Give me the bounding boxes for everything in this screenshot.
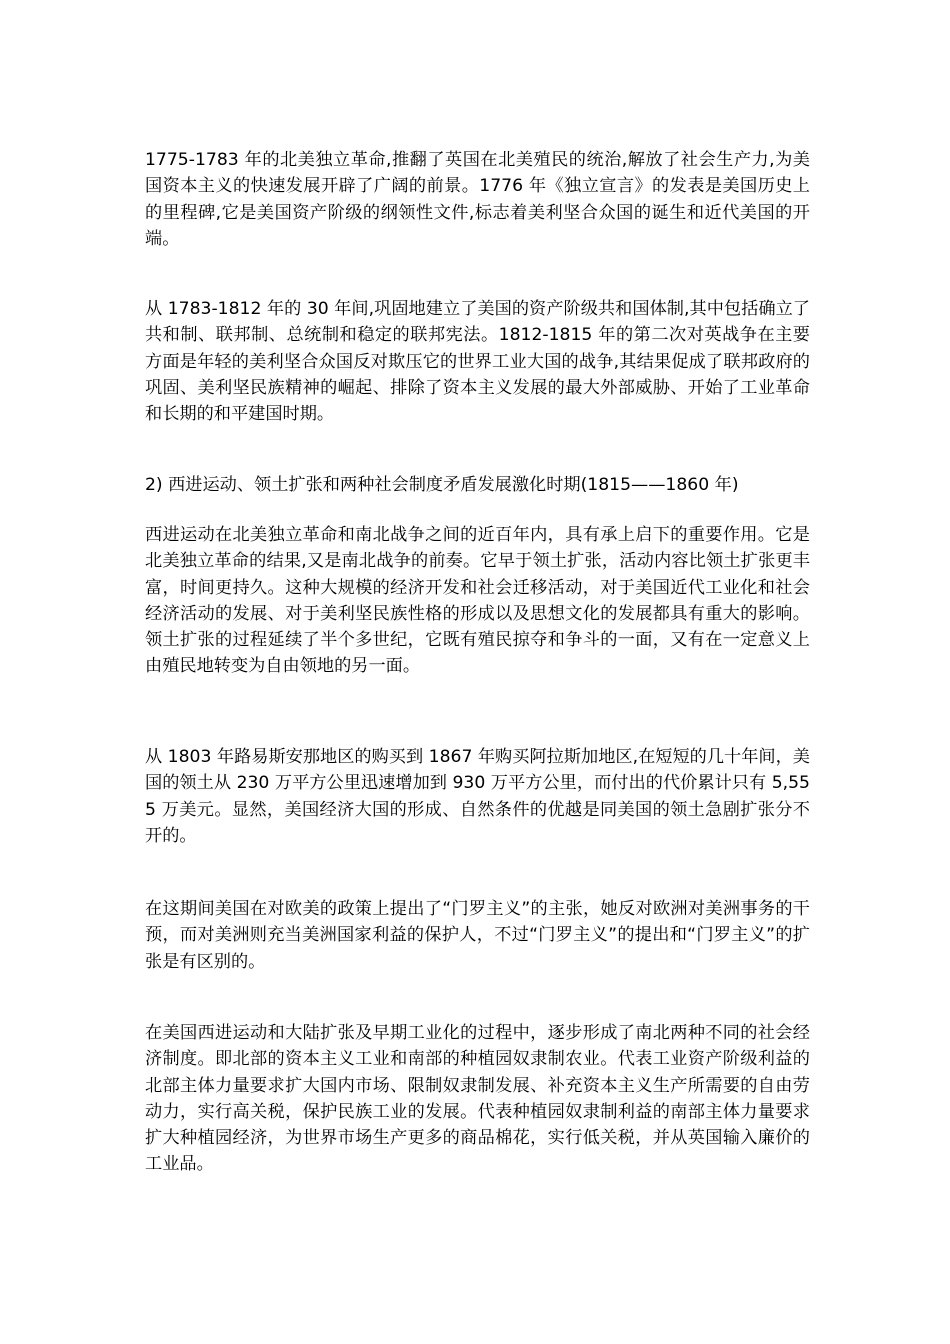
- paragraph-republic-consolidation: 从 1783-1812 年的 30 年间,巩固地建立了美国的资产阶级共和国体制,其中包括确立了共和制、联邦制、总统制和稳定的联邦宪法。1812-1815 年的第二次对英战争在主要方面是年轻的美利坚合众国反对欺压它的世界工业大国的战争,其结果促成了联邦政府的巩固、美利坚民族精神的崛起、排除了资本主义发展的最大外部威胁、开始了工业革命和长期的和平建国时期。: [145, 299, 810, 425]
- paragraph-independence-revolution: 1775-1783 年的北美独立革命,推翻了英国在北美殖民的统治,解放了社会生产力,为美国资本主义的快速发展开辟了广阔的前景。1776 年《独立宣言》的发表是美国历史上的里程碑,它是美国资产阶级的纲领性文件,标志着美利坚合众国的诞生和近代美国的开端。: [145, 150, 810, 249]
- section-heading-westward-expansion: 2) 西进运动、领土扩张和两种社会制度矛盾发展激化时期(1815——1860 年): [145, 475, 739, 495]
- paragraph-territorial-purchases: 从 1803 年路易斯安那地区的购买到 1867 年购买阿拉斯加地区,在短短的几十年间，美国的领土从 230 万平方公里迅速增加到 930 万平方公里，而付出的代价累计只有 5,555 万美元。显然，美国经济大国的形成、自然条件的优越是同美国的领土急剧扩张分不开的。: [145, 747, 810, 846]
- paragraph-north-south-systems: 在美国西进运动和大陆扩张及早期工业化的过程中，逐步形成了南北两种不同的社会经济制度。即北部的资本主义工业和南部的种植园奴隶制农业。代表工业资产阶级利益的北部主体力量要求扩大国内市场、限制奴隶制发展、补充资本主义生产所需要的自由劳动力，实行高关税，保护民族工业的发展。代表种植园奴隶制利益的南部主体力量要求扩大种植园经济，为世界市场生产更多的商品棉花，实行低关税，并从英国输入廉价的工业品。: [145, 1023, 810, 1175]
- paragraph-monroe-doctrine: 在这期间美国在对欧美的政策上提出了“门罗主义”的主张，她反对欧洲对美洲事务的干预，而对美洲则充当美洲国家利益的保护人，不过“门罗主义”的提出和“门罗主义”的扩张是有区别的。: [145, 899, 810, 972]
- paragraph-westward-movement: 西进运动在北美独立革命和南北战争之间的近百年内，具有承上启下的重要作用。它是北美独立革命的结果,又是南北战争的前奏。它早于领土扩张，活动内容比领土扩张更丰富，时间更持久。这种大规模的经济开发和社会迁移活动，对于美国近代工业化和社会经济活动的发展、对于美利坚民族性格的形成以及思想文化的发展都具有重大的影响。领土扩张的过程延续了半个多世纪，它既有殖民掠夺和争斗的一面，又有在一定意义上由殖民地转变为自由领地的另一面。: [145, 525, 810, 677]
